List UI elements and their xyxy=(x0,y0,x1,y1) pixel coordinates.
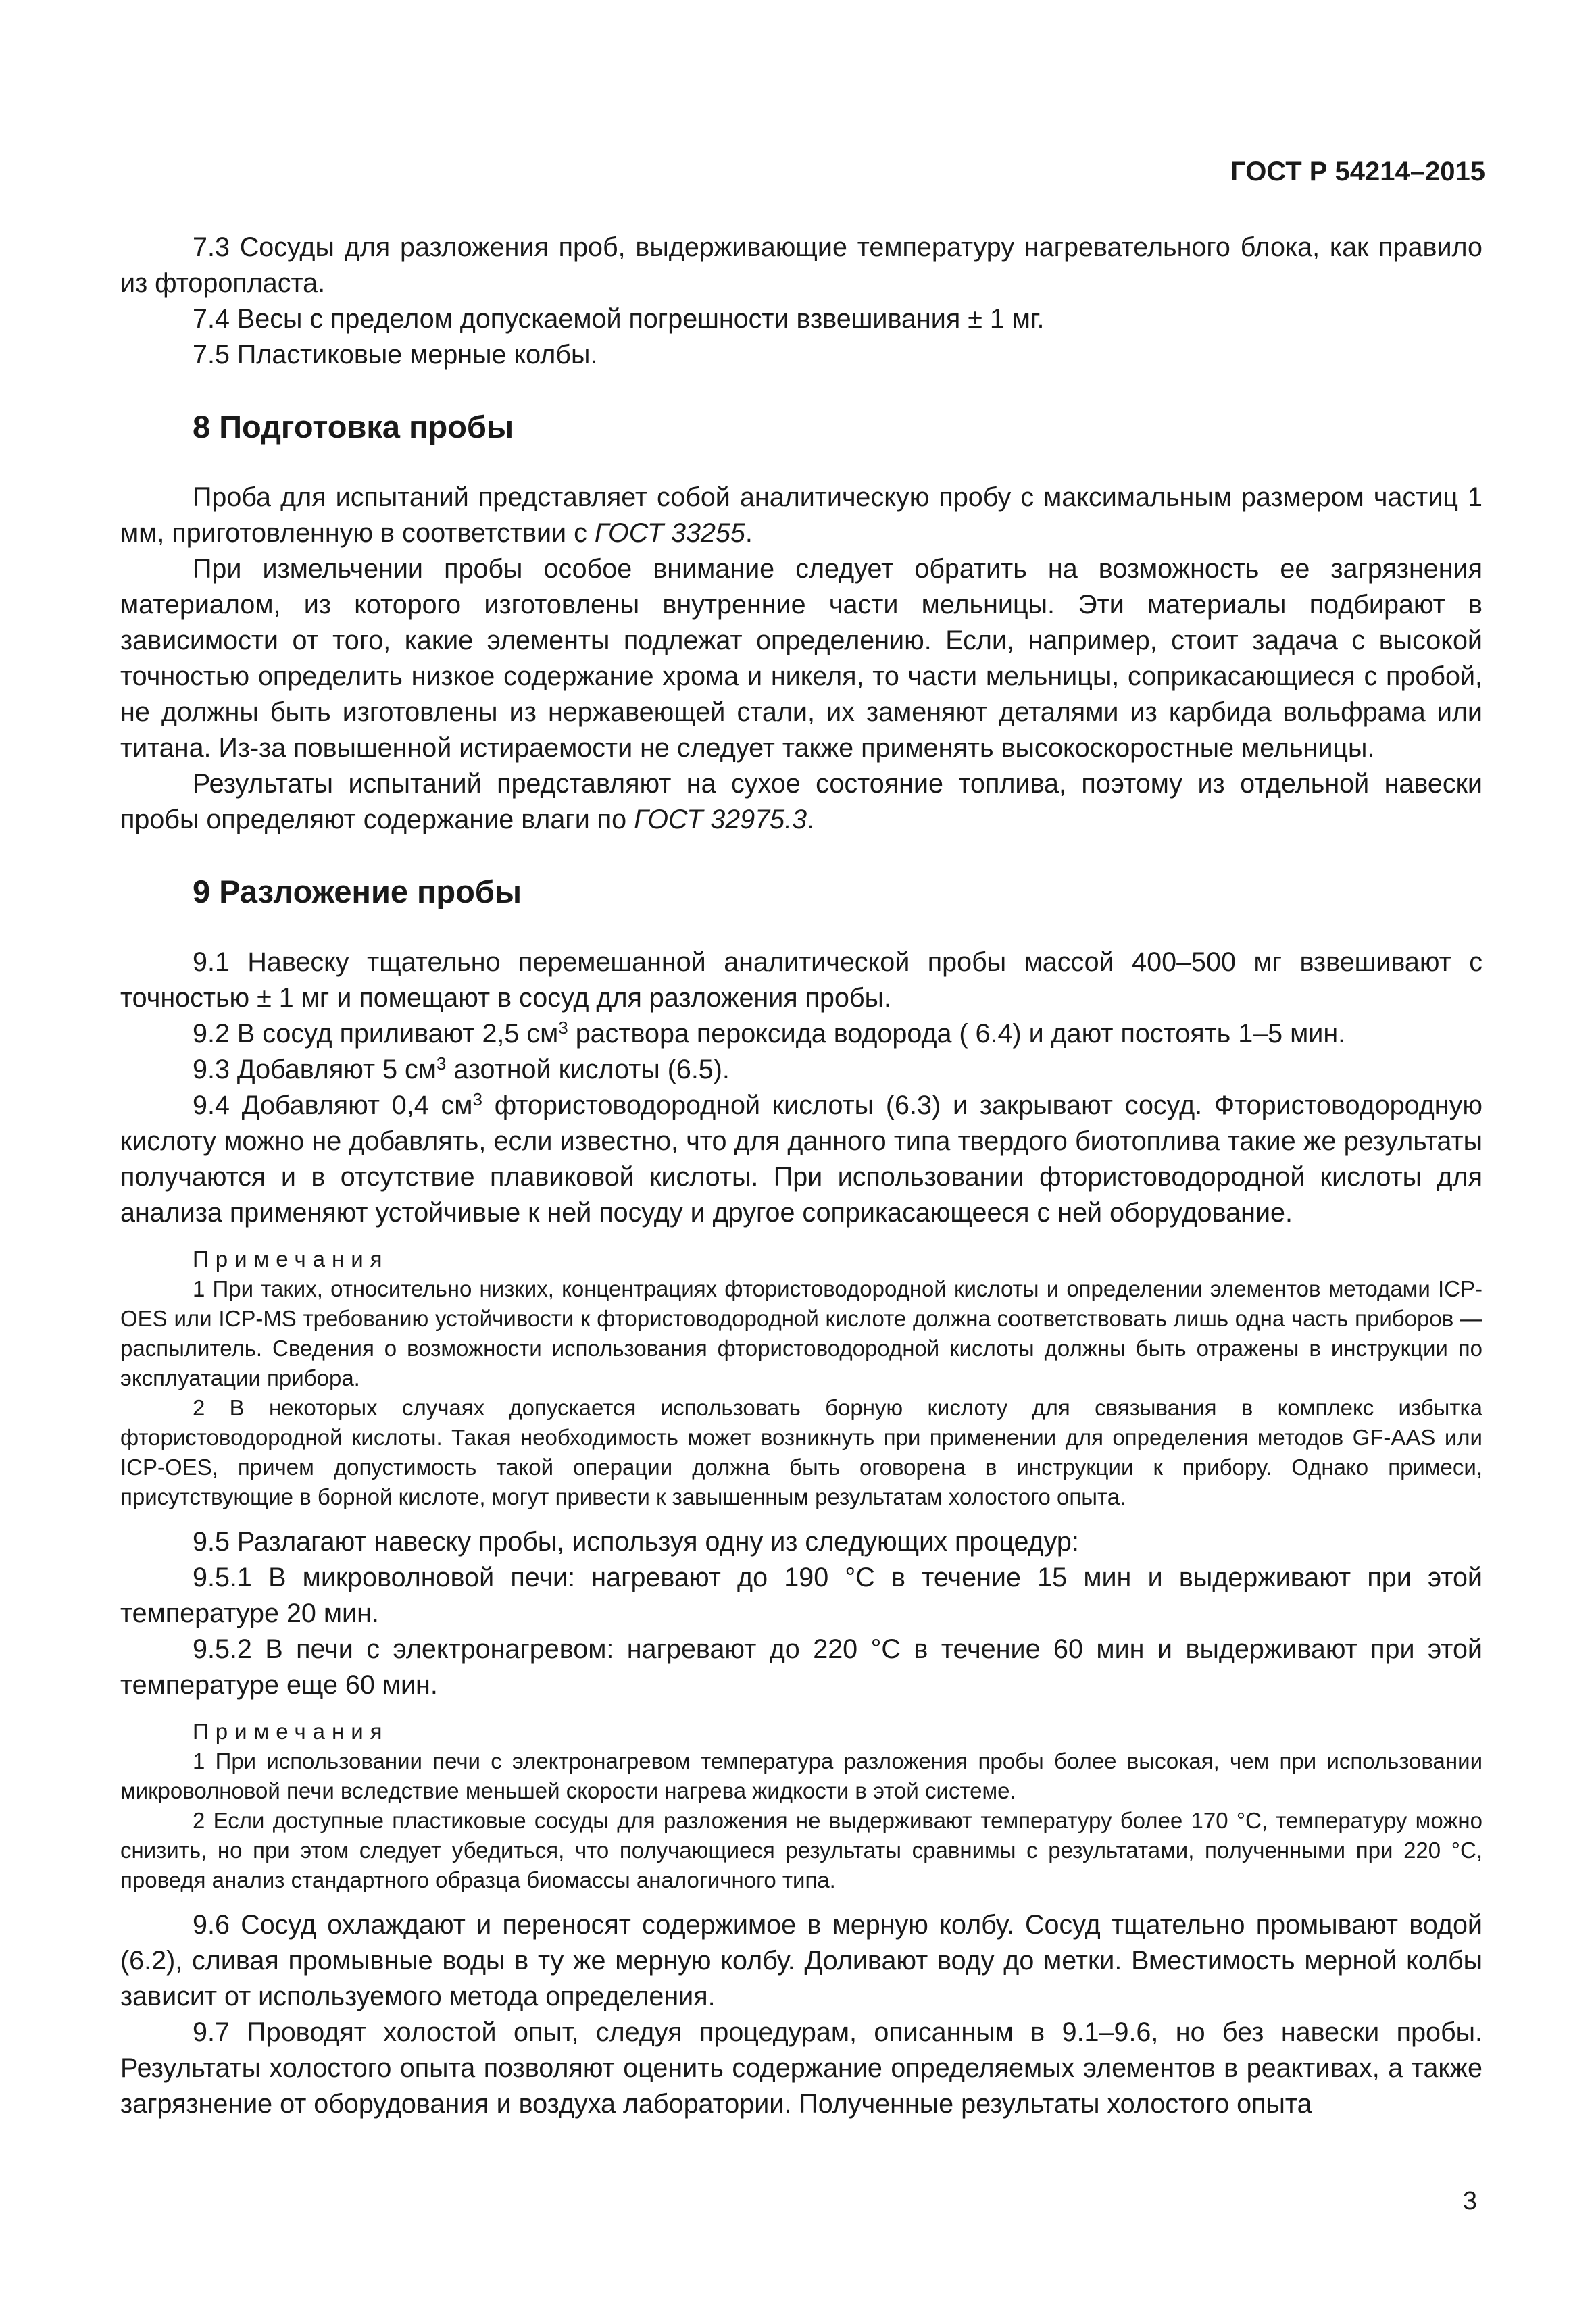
superscript: 3 xyxy=(436,1053,447,1074)
paragraph-9-3 xyxy=(120,1052,1482,1088)
paragraph-text: 9.4 Добавляют 0,4 см xyxy=(193,1090,473,1120)
paragraph-9-4 xyxy=(120,1088,1482,1231)
note-item: 2 Если доступные пластиковые сосуды для разложения не выдерживают температуру более 170 °С, температуру можно снизить, но при этом следует убедиться, что получающиеся результаты сравнимы с результатами, полученными при 220 °С, проведя анализ стандартного образца биомассы аналогичного типа. xyxy=(120,1808,1482,1892)
paragraph-8-2: При измельчении пробы особое внимание следует обратить на возможность ее загрязнения материалом, из которого изготовлены внутренние части мельницы. Эти материалы подбирают в зависимости от того, какие элементы подлежат определению. Если, например, стоит задача с высокой точностью определить низкое содержание хрома и никеля, то части мельницы, соприкасающиеся с пробой, не должны быть изготовлены из нержавеющей стали, их заменяют деталями из карбида вольфрама или титана. Из-за повышенной истираемости не следует также применять высокоскоростные мельницы. xyxy=(120,554,1482,763)
paragraph-9-2 xyxy=(120,1016,1482,1052)
paragraph-9-5: 9.5 Разлагают навеску пробы, используя одну из следующих процедур: xyxy=(193,1527,1079,1557)
paragraph-7-5: 7.5 Пластиковые мерные колбы. xyxy=(193,340,598,370)
paragraph-7-3: 7.3 Сосуды для разложения проб, выдерживающие температуру нагревательного блока, как правило из фторопласта. xyxy=(120,232,1482,298)
paragraph-text: фтористоводородной кислоты (6.3) и закрывают сосуд. Фтористоводородную кислоту можно не добавлять, если известно, что для данного типа твердого биотоплива такие же результаты получаются и в отсутствие плавиковой кислоты. При использовании фтористоводородной кислоты для анализа применяют устойчивые к ней посуду и другое соприкасающееся с ней оборудование. xyxy=(120,1090,1482,1228)
paragraph-text: 9.2 В сосуд приливают 2,5 см xyxy=(193,1019,559,1049)
page-content xyxy=(120,230,1482,2122)
punctuation: . xyxy=(745,518,753,548)
standard-reference-link: ГОСТ 33255 xyxy=(594,518,745,548)
standard-reference-link: ГОСТ 32975.3 xyxy=(634,805,807,834)
paragraph-text: раствора пероксида водорода ( 6.4) и дают постоять 1–5 мин. xyxy=(568,1019,1346,1049)
section-8-heading: 8 Подготовка пробы xyxy=(193,409,514,445)
notes-title: Примечания xyxy=(193,1719,389,1744)
notes-block-1 xyxy=(120,1244,1482,1512)
superscript: 3 xyxy=(472,1089,482,1109)
notes-block-2 xyxy=(120,1717,1482,1895)
note-item: 2 В некоторых случаях допускается использовать борную кислоту для связывания в комплекс избытка фтористоводородной кислоты. Такая необходимость может возникнуть при применении для определения методов GF-AAS или ICP-OES, причем допустимость такой операции должна быть оговорена в инструкции к прибору. Однако примеси, присутствующие в борной кислоте, могут привести к завышенным результатам холостого опыта. xyxy=(120,1395,1482,1509)
note-item: 1 При использовании печи с электронагревом температура разложения пробы более высокая, чем при использовании микроволновой печи вследствие меньшей скорости нагрева жидкости в этой системе. xyxy=(120,1749,1482,1803)
section-9-heading: 9 Разложение пробы xyxy=(193,874,522,909)
page-number: 3 xyxy=(1462,2187,1477,2215)
paragraph-text: Проба для испытаний представляет собой аналитическую пробу с максимальным размером частиц 1 мм, приготовленную в соответствии с xyxy=(120,482,1482,548)
paragraph-9-1: 9.1 Навеску тщательно перемешанной аналитической пробы массой 400–500 мг взвешивают с точностью ± 1 мг и помещают в сосуд для разложения пробы. xyxy=(120,947,1482,1013)
paragraph-9-7: 9.7 Проводят холостой опыт, следуя процедурам, описанным в 9.1–9.6, но без навески пробы. Результаты холостого опыта позволяют оценить содержание определяемых элементов в реактивах, а также загрязнение от оборудования и воздуха лаборатории. Полученные результаты холостого опыта xyxy=(120,2017,1482,2119)
punctuation: . xyxy=(807,805,815,834)
paragraph-7-4: 7.4 Весы с пределом допускаемой погрешности взвешивания ± 1 мг. xyxy=(193,304,1045,334)
paragraph-text: азотной кислоты (6.5). xyxy=(446,1055,730,1084)
document-code-header: ГОСТ Р 54214–2015 xyxy=(1230,157,1485,186)
paragraph-9-5-1: 9.5.1 В микроволновой печи: нагревают до 190 °С в течение 15 мин и выдерживают при этой температуре 20 мин. xyxy=(120,1563,1482,1628)
superscript: 3 xyxy=(558,1017,568,1038)
paragraph-9-6: 9.6 Сосуд охлаждают и переносят содержимое в мерную колбу. Сосуд тщательно промывают водой (6.2), сливая промывные воды в ту же мерную колбу. Доливают воду до метки. Вместимость мерной колбы зависит от используемого метода определения. xyxy=(120,1910,1482,2011)
paragraph-text: Результаты испытаний представляют на сухое состояние топлива, поэтому из отдельной навески пробы определяют содержание влаги по xyxy=(120,769,1482,834)
paragraph-8-3 xyxy=(120,766,1482,838)
note-item: 1 При таких, относительно низких, концентрациях фтористоводородной кислоты и определении элементов методами ICP-OES или ICP-MS требованию устойчивости к фтористоводородной кислоте должна соответствовать лишь одна часть приборов — распылитель. Сведения о возможности использования фтористоводородной кислоты должны быть отражены в инструкции по эксплуатации прибора. xyxy=(120,1276,1482,1390)
paragraph-9-5-2: 9.5.2 В печи с электронагревом: нагревают до 220 °С в течение 60 мин и выдерживают при этой температуре еще 60 мин. xyxy=(120,1634,1482,1700)
paragraph-text: 9.3 Добавляют 5 см xyxy=(193,1055,437,1084)
paragraph-8-1 xyxy=(120,480,1482,551)
notes-title: Примечания xyxy=(193,1247,389,1272)
